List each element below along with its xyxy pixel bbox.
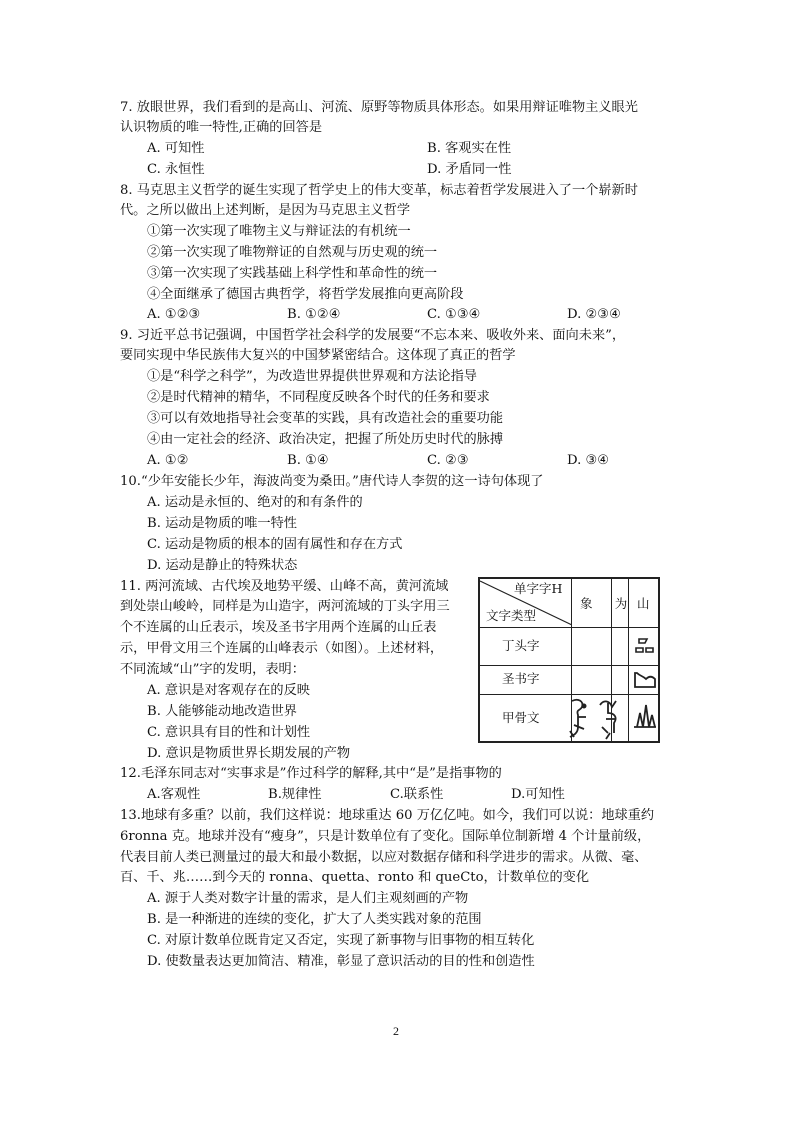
q13-stem-line2: 6ronna 克。地球并没有“瘦身”，只是计数单位有了变化。国际单位制新增 4 个计量前级， [120, 829, 651, 844]
figure-col-xiang: 象 [580, 596, 593, 611]
q7-option-a: A. 可知性 [147, 141, 205, 156]
figure-divider [480, 694, 658, 695]
q11-stem-line4: 示，甲骨文用三个连属的山峰表示（如图）。上述材料， [120, 641, 444, 656]
q9-statement-1: ①是“科学之科学”，为改造世界提供世界观和方法论指导 [147, 369, 477, 384]
q8-statement-4: ④全面继承了德国古典哲学，将哲学发展推向更高阶段 [147, 287, 464, 302]
q13-option-c: C. 对原计数单位既肯定又否定，实现了新事物与旧事物的相互转化 [147, 933, 535, 948]
q10-option-a: A. 运动是永恒的、绝对的和有条件的 [147, 495, 363, 510]
q11-option-c: C. 意识具有目的性和计划性 [147, 725, 311, 740]
q9-stem-line1: 9. 习近平总书记强调，中国哲学社会科学的发展要“不忘本来、吸收外来、面向未来”， [120, 328, 626, 343]
q10-option-d: D. 运动是静止的特殊状态 [147, 558, 298, 573]
q9-statement-3: ③可以有效地指导社会变革的实践，具有改造社会的重要功能 [147, 411, 504, 426]
q9-option-c: C. ②③ [427, 453, 469, 468]
q8-statement-2: ②第一次实现了唯物辩证的自然观与历史观的统一 [147, 245, 438, 260]
q12-option-c: C.联系性 [390, 787, 444, 802]
hieroglyph-mountain-glyph [632, 669, 658, 691]
q13-option-b: B. 是一种渐进的连续的变化，扩大了人类实践对象的范围 [147, 912, 482, 927]
q7-option-d: D. 矛盾同一性 [427, 162, 512, 177]
q10-option-c: C. 运动是物质的根本的固有属性和存在方式 [147, 537, 403, 552]
figure-row-dingtouzi: 丁头字 [502, 638, 540, 653]
q11-stem-line3: 个不连属的山丘表示，埃及圣书字用两个连属的山丘表 [120, 620, 437, 635]
q7-stem-line1: 7. 放眼世界，我们看到的是高山、河流、原野等物质具体形态。如果用辩证唯物主义眼光 [120, 100, 638, 115]
figure-corner-top: 单字字H [514, 581, 563, 596]
q13-option-d: D. 使数量表达更加简洁、精准，彰显了意识活动的目的性和创造性 [147, 954, 535, 969]
oracle-bone-shan-glyph [631, 701, 659, 731]
q8-option-a: A. ①②③ [147, 307, 201, 322]
figure-col-shan: 山 [637, 596, 650, 611]
q12-option-d: D.可知性 [511, 787, 565, 802]
q13-stem-line4: 百、千、兆……到今天的 ronna、quetta、ronto 和 queCto，计数单位的变化 [120, 870, 590, 885]
oracle-bone-wei-glyph [596, 697, 626, 741]
q7-option-c: C. 永恒性 [147, 162, 205, 177]
q13-stem-line1: 13.地球有多重？以前，我们这样说：地球重达 60 万亿亿吨。如今，我们可以说：地球重约 [120, 808, 655, 823]
q9-option-a: A. ①② [147, 453, 189, 468]
q12-stem-line1: 12.毛泽东同志对“实事求是”作过科学的解释,其中“是”是指事物的 [120, 766, 502, 781]
q11-option-a: A. 意识是对客观存在的反映 [147, 683, 310, 698]
q9-statement-4: ④由一定社会的经济、政治决定，把握了所处历史时代的脉搏 [147, 432, 504, 447]
q9-option-b: B. ①④ [287, 453, 329, 468]
figure-divider [480, 665, 658, 666]
q11-option-d: D. 意识是物质世界长期发展的产物 [147, 746, 351, 761]
q8-stem-line2: 代。之所以做出上述判断，是因为马克思主义哲学 [120, 203, 411, 218]
q10-option-b: B. 运动是物质的唯一特性 [147, 516, 297, 531]
figure-row-jiaguwen: 甲骨文 [502, 710, 540, 725]
figure-col-wei: 为 [614, 596, 628, 611]
q8-option-b: B. ①②④ [287, 307, 341, 322]
q8-statement-1: ①第一次实现了唯物主义与辩证法的有机统一 [147, 224, 411, 239]
oracle-bone-xiang-glyph [564, 697, 594, 741]
q8-option-d: D. ②③④ [567, 307, 621, 322]
q11-stem-line1: 11. 两河流域、古代埃及地势平缓、山峰不高，黄河流域 [120, 579, 449, 594]
page-number: 2 [393, 1024, 399, 1038]
figure-row-shengshuzi: 圣书字 [502, 671, 540, 686]
q9-statement-2: ②是时代精神的精华，不同程度反映各个时代的任务和要求 [147, 390, 490, 405]
q12-option-b: B.规律性 [268, 787, 322, 802]
q8-statement-3: ③第一次实现了实践基础上科学性和革命性的统一 [147, 266, 438, 281]
figure-corner-bottom: 文字类型 [486, 608, 537, 623]
mountain-character-figure [478, 577, 660, 743]
q11-stem-line5: 不同流域“山”字的发明，表明： [120, 662, 305, 677]
q9-stem-line2: 要同实现中华民族伟大复兴的中国梦紧密结合。这体现了真正的哲学 [120, 348, 516, 363]
q10-stem-line1: 10.“少年安能长少年，海波尚变为桑田。”唐代诗人李贺的这一诗句体现了 [120, 474, 544, 489]
cuneiform-mountain-glyph [633, 635, 657, 659]
q13-stem-line3: 代表目前人类已测量过的最大和最小数据，以应对数据存储和科学进步的需求。从微、毫、 [120, 850, 648, 865]
q7-stem-line2: 认识物质的唯一特性,正确的回答是 [120, 120, 323, 135]
q8-stem-line1: 8. 马克思主义哲学的诞生实现了哲学史上的伟大变革，标志着哲学发展进入了一个崭新时 [120, 183, 638, 198]
q12-option-a: A.客观性 [147, 787, 201, 802]
q13-option-a: A. 源于人类对数字计量的需求，是人们主观刻画的产物 [147, 891, 469, 906]
q9-option-d: D. ③④ [567, 453, 610, 468]
q8-option-c: C. ①③④ [427, 307, 481, 322]
q11-option-b: B. 人能够能动地改造世界 [147, 704, 297, 719]
q7-option-b: B. 客观实在性 [427, 141, 512, 156]
q11-stem-line2: 到处崇山峻岭，同样是为山造字，两河流域的丁头字用三 [120, 599, 450, 614]
figure-divider [480, 627, 658, 628]
figure-divider [628, 579, 629, 741]
